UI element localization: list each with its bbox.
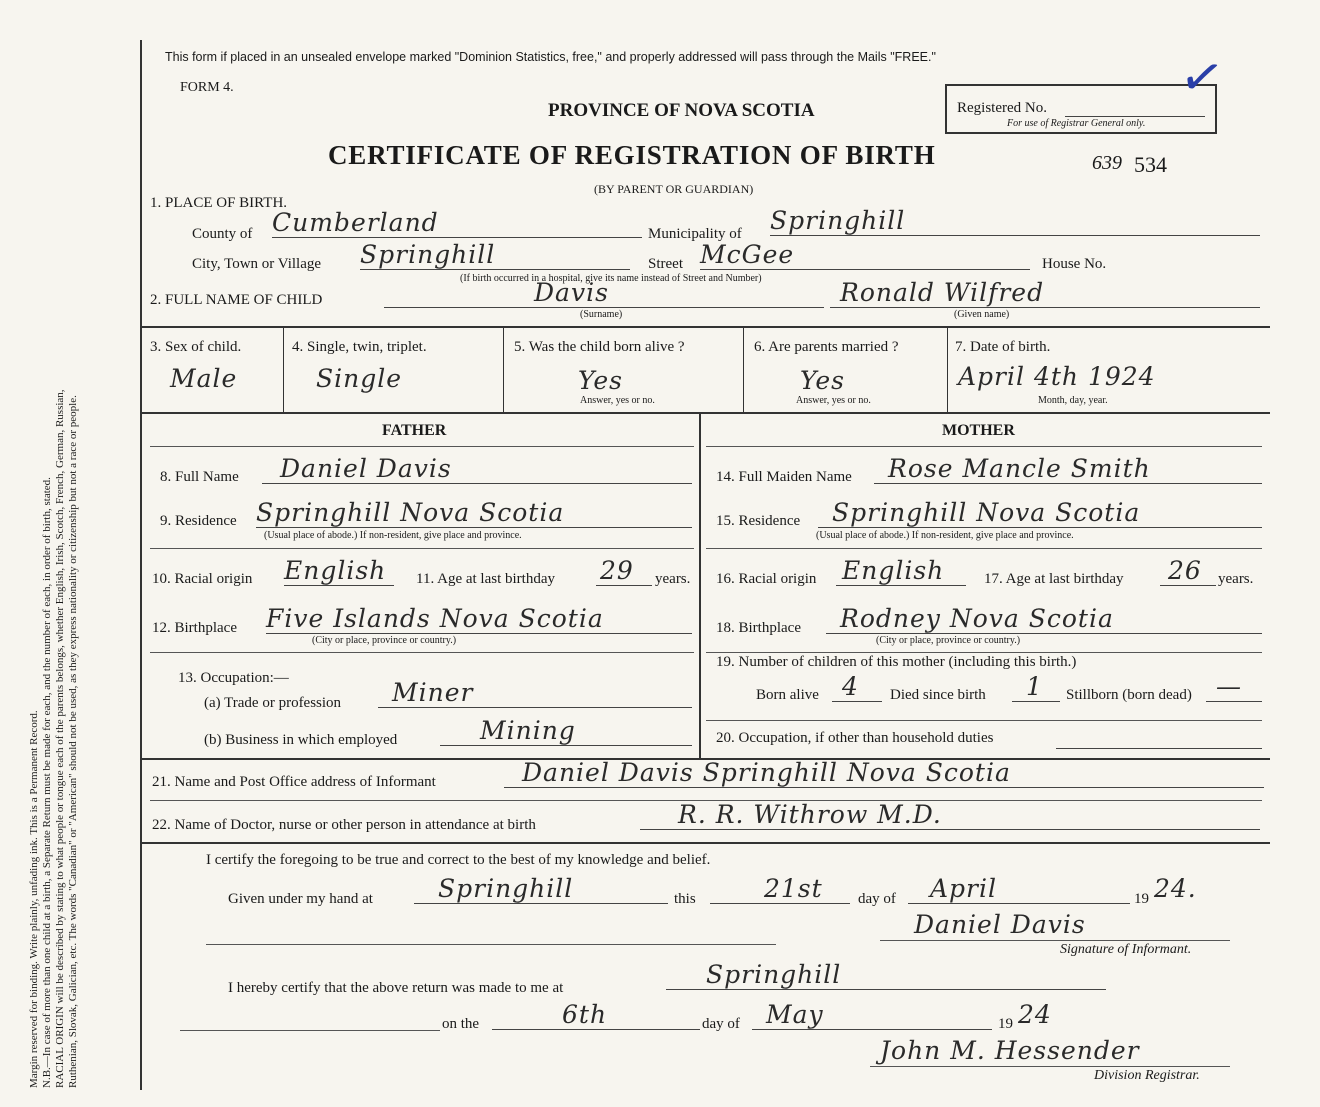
divider-after-row3 <box>140 412 1270 414</box>
informant-value: Daniel Davis Springhill Nova Scotia <box>504 758 1264 788</box>
row3-col2-rule <box>503 326 504 412</box>
mother-years: years. <box>1218 571 1254 587</box>
registrar-lead-line <box>180 1030 440 1031</box>
father-birthplace: Five Islands Nova Scotia <box>266 604 692 634</box>
city-label: City, Town or Village <box>192 256 322 272</box>
mother-race: English <box>836 556 966 586</box>
street-value: McGee <box>700 240 1030 270</box>
father-name: Daniel Davis <box>262 454 692 484</box>
father-rule-2 <box>150 652 694 653</box>
left-border <box>140 40 142 1090</box>
certificate-title: CERTIFICATE OF REGISTRATION OF BIRTH <box>328 140 936 170</box>
father-age-label: 11. Age at last birthday <box>416 571 555 587</box>
given-label: Given under my hand at <box>228 891 373 907</box>
mother-occ-line <box>1056 730 1262 749</box>
informant-label: 21. Name and Post Office address of Informant <box>152 774 436 790</box>
doctor-value: R. R. Withrow M.D. <box>640 800 1260 830</box>
margin-line-3: RACIAL ORIGIN will be described by stating to what people or tongue each of the parents belongs, whether English, Irish, Scotch, French, German, Russian, <box>54 389 66 1088</box>
father-bp-label: 12. Birthplace <box>152 620 237 636</box>
child-given-name: Ronald Wilfred <box>830 278 1260 308</box>
on-the-label: on the <box>442 1016 480 1032</box>
divider-after-name <box>140 326 1270 328</box>
mother-bp-label: 18. Birthplace <box>716 620 801 636</box>
form-number: FORM 4. <box>180 80 234 95</box>
registered-line <box>1065 116 1205 117</box>
father-residence: Springhill Nova Scotia <box>256 498 692 528</box>
stillborn-value: — <box>1206 672 1262 702</box>
mother-occ-label: 20. Occupation, if other than household duties <box>716 730 994 746</box>
check-mark: ✓ <box>1175 46 1229 111</box>
mother-age-label: 17. Age at last birthday <box>984 571 1124 587</box>
mother-age: 26 <box>1160 556 1216 586</box>
father-age: 29 <box>596 556 652 586</box>
year-prefix: 19 <box>1134 891 1149 907</box>
row3-col3-rule <box>743 326 744 412</box>
margin-line-1: Margin reserved for binding. Write plainly, unfading ink. This is a Permanent Record. <box>28 710 40 1088</box>
mother-race-label: 16. Racial origin <box>716 571 817 587</box>
date-label: 7. Date of birth. <box>955 339 1051 355</box>
date-value: April 4th 1924 <box>958 362 1156 391</box>
single-label: 4. Single, twin, triplet. <box>292 339 427 355</box>
registrar-label: I hereby certify that the above return was made to me at <box>228 980 564 996</box>
street-label: Street <box>648 256 683 272</box>
father-years: years. <box>655 571 691 587</box>
day-of-label: day of <box>858 891 896 907</box>
born-alive-label: Born alive <box>756 687 819 703</box>
father-trade: Miner <box>378 678 692 708</box>
registrar-caption: Division Registrar. <box>1094 1068 1200 1083</box>
reg-day-of-label: day of <box>702 1016 740 1032</box>
mother-rule-1 <box>706 548 1262 549</box>
born-alive-value: 4 <box>832 672 882 702</box>
mother-bp-note: (City or place, province or country.) <box>876 635 1021 646</box>
certify-year: 24. <box>1154 874 1197 903</box>
mother-heading-rule <box>706 446 1262 447</box>
row3-col4-rule <box>947 326 948 412</box>
registrar-place: Springhill <box>666 960 1106 990</box>
date-note: Month, day, year. <box>1038 395 1108 406</box>
mother-birthplace: Rodney Nova Scotia <box>826 604 1262 634</box>
county-value: Cumberland <box>272 208 642 238</box>
province-title: PROVINCE OF NOVA SCOTIA <box>548 100 815 121</box>
father-heading: FATHER <box>382 422 447 439</box>
registrar-month: May <box>752 1000 992 1030</box>
alive-note: Answer, yes or no. <box>580 395 655 406</box>
registered-note: For use of Registrar General only. <box>1007 118 1146 129</box>
hospital-note: (If birth occurred in a hospital, give its name instead of Street and Number) <box>460 273 762 284</box>
died-label: Died since birth <box>890 687 986 703</box>
father-race: English <box>284 556 394 586</box>
children-label: 19. Number of children of this mother (including this birth.) <box>716 654 1077 670</box>
alive-value: Yes <box>578 366 623 395</box>
certify-statement: I certify the foregoing to be true and correct to the best of my knowledge and belief. <box>206 852 711 868</box>
given-place: Springhill <box>414 874 668 904</box>
mother-heading: MOTHER <box>942 422 1015 439</box>
parents-middle-rule <box>699 412 701 758</box>
father-name-label: 8. Full Name <box>160 469 239 485</box>
child-surname: Davis <box>384 278 824 308</box>
informant-signature: Daniel Davis <box>914 910 1086 939</box>
mother-res-label: 15. Residence <box>716 513 801 529</box>
county-label: County of <box>192 226 253 242</box>
registered-label: Registered No. <box>957 100 1047 116</box>
father-trade-label: (a) Trade or profession <box>204 695 342 711</box>
sex-label: 3. Sex of child. <box>150 339 242 355</box>
child-name-label: 2. FULL NAME OF CHILD <box>150 292 323 308</box>
registrar-signature-line <box>870 1066 1230 1067</box>
given-note: (Given name) <box>954 309 1010 320</box>
margin-line-4: Ruthenian, Slovak, Galician, etc. The words "Canadian" or "American" should not be used, as they express nationality or citizenship but not a race or people. <box>67 395 79 1088</box>
house-label: House No. <box>1042 256 1107 272</box>
mother-name-label: 14. Full Maiden Name <box>716 469 852 485</box>
row3-col1-rule <box>283 326 284 412</box>
married-label: 6. Are parents married ? <box>754 339 899 355</box>
father-rule-1 <box>150 548 694 549</box>
died-value: 1 <box>1012 672 1060 702</box>
registrar-signature: John M. Hessender <box>880 1036 1140 1065</box>
sex-value: Male <box>170 364 238 393</box>
mother-rule-3 <box>706 720 1262 721</box>
certificate-number-hand: 639 <box>1092 152 1122 174</box>
mother-res-note: (Usual place of abode.) If non-resident, give place and province. <box>816 530 1074 541</box>
father-business-label: (b) Business in which employed <box>204 732 398 748</box>
municipality-value: Springhill <box>770 206 1260 236</box>
registrar-year: 24 <box>1018 1000 1052 1029</box>
registrar-day: 6th <box>492 1000 700 1030</box>
municipality-label: Municipality of <box>648 226 742 242</box>
mother-rule-2 <box>706 652 1262 653</box>
married-note: Answer, yes or no. <box>796 395 871 406</box>
single-value: Single <box>316 364 403 393</box>
certificate-number: 534 <box>1134 152 1167 177</box>
signature-caption: Signature of Informant. <box>1060 942 1192 957</box>
father-occ-label: 13. Occupation:— <box>178 670 289 686</box>
city-value: Springhill <box>360 240 630 270</box>
certificate-subtitle: (BY PARENT OR GUARDIAN) <box>594 182 754 196</box>
certify-separator <box>206 944 776 945</box>
place-heading: 1. PLACE OF BIRTH. <box>150 195 288 211</box>
margin-line-2: N.B.—In case of more than one child at a birth, a Separate Return must be made for each, and the number of each, in order of birth, stated. <box>41 477 53 1088</box>
divider-before-certify <box>140 842 1270 844</box>
father-res-note: (Usual place of abode.) If non-resident, give place and province. <box>264 530 522 541</box>
father-heading-rule <box>150 446 694 447</box>
mother-name: Rose Mancle Smith <box>874 454 1262 484</box>
married-value: Yes <box>800 366 845 395</box>
this-label: this <box>674 891 696 907</box>
mother-residence: Springhill Nova Scotia <box>818 498 1262 528</box>
father-race-label: 10. Racial origin <box>152 571 253 587</box>
father-business: Mining <box>440 716 692 746</box>
mail-notice: This form if placed in an unsealed envelope marked "Dominion Statistics, free," and properly addressed will pass through the Mails "FREE." <box>165 50 936 64</box>
reg-year-prefix: 19 <box>998 1016 1013 1032</box>
doctor-label: 22. Name of Doctor, nurse or other person in attendance at birth <box>152 817 536 833</box>
father-res-label: 9. Residence <box>160 513 237 529</box>
margin-notes <box>28 28 80 1088</box>
signature-line <box>880 940 1230 941</box>
alive-label: 5. Was the child born alive ? <box>514 339 685 355</box>
stillborn-label: Stillborn (born dead) <box>1066 687 1192 703</box>
certify-month: April <box>908 874 1130 904</box>
certify-day: 21st <box>710 874 850 904</box>
surname-note: (Surname) <box>580 309 623 320</box>
father-bp-note: (City or place, province or country.) <box>312 635 457 646</box>
